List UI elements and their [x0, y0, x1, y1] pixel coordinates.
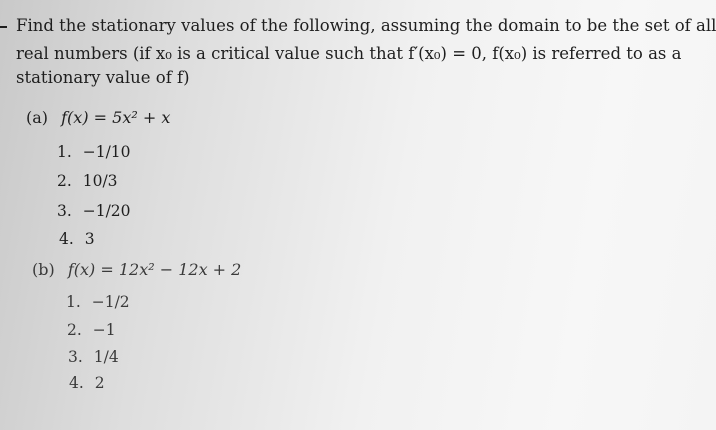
option-number: 2. — [67, 321, 82, 339]
part-b-option-4[interactable] — [69, 373, 105, 393]
part-a-option-2[interactable] — [57, 171, 118, 191]
part-a-function: f(x) = 5x² + x — [61, 108, 171, 127]
part-b-option-3[interactable] — [68, 347, 119, 367]
option-value: 2 — [94, 374, 105, 392]
option-value: −1 — [92, 321, 116, 339]
part-a — [26, 108, 170, 128]
question-line-3: stationary value of f) — [16, 68, 190, 87]
option-number: 1. — [66, 293, 81, 311]
part-a-option-4[interactable] — [59, 229, 95, 249]
option-value: −1/10 — [82, 143, 131, 161]
part-b-option-2[interactable] — [67, 320, 116, 340]
part-b — [32, 260, 241, 280]
option-number: 4. — [69, 374, 84, 392]
question-line-1: Find the stationary values of the following, assuming the domain to be the set of all — [16, 16, 716, 35]
part-b-option-1[interactable] — [66, 292, 130, 312]
part-b-label: (b) — [32, 260, 55, 279]
option-number: 1. — [57, 143, 72, 161]
option-value: 1/4 — [93, 348, 119, 366]
option-value: −1/20 — [82, 202, 131, 220]
bullet-mark — [0, 26, 7, 28]
option-number: 4. — [59, 230, 74, 248]
option-number: 2. — [57, 172, 72, 190]
question-line-2: real numbers (if x₀ is a critical value such that f′(x₀) = 0, f(x₀) is referred to as a — [16, 44, 682, 63]
option-number: 3. — [57, 202, 72, 220]
option-value: 10/3 — [82, 172, 118, 190]
option-value: 3 — [84, 230, 95, 248]
part-a-label: (a) — [26, 108, 49, 127]
part-a-option-1[interactable] — [57, 142, 131, 162]
part-a-option-3[interactable] — [57, 201, 131, 221]
part-b-function: f(x) = 12x² − 12x + 2 — [67, 260, 242, 279]
option-number: 3. — [68, 348, 83, 366]
option-value: −1/2 — [91, 293, 130, 311]
